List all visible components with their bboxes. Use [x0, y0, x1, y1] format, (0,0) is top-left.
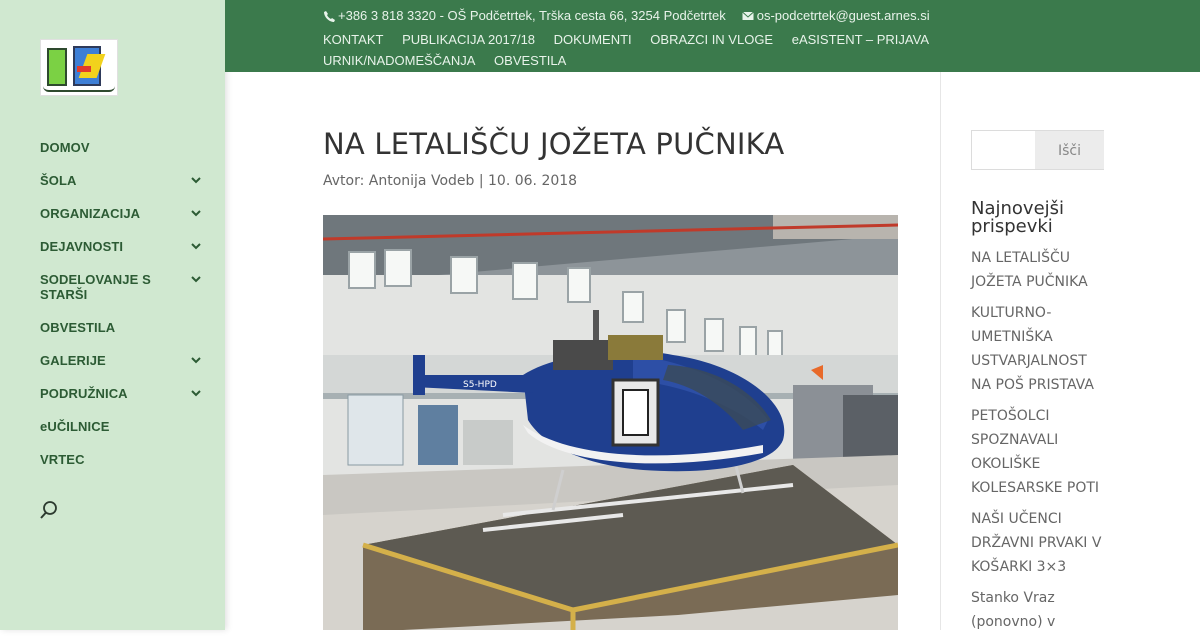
sidebar-item-label: ORGANIZACIJA: [40, 206, 141, 221]
logo-red-stripe: [77, 66, 91, 72]
sidebar-item-galerije[interactable]: [40, 352, 210, 385]
sidebar-item-vrtec[interactable]: [40, 451, 210, 484]
recent-post-link[interactable]: NAŠI UČENCI DRŽAVNI PRVAKI V KOŠARKI 3×3: [971, 511, 1102, 575]
chevron-down-icon[interactable]: [190, 174, 202, 186]
sidebar-item-organizacija[interactable]: [40, 205, 210, 238]
sidebar-divider: [940, 72, 941, 630]
sidebar-item-label: DEJAVNOSTI: [40, 239, 124, 254]
recent-post-link[interactable]: NA LETALIŠČU JOŽETA PUČNIKA: [971, 250, 1088, 290]
contact-phone-text: +386 3 818 3320 - OŠ Podčetrtek, Trška cesta 66, 3254 Podčetrtek: [338, 8, 726, 23]
sidebar-item-label: DOMOV: [40, 140, 90, 155]
sidebar-item-podruznica[interactable]: [40, 385, 210, 418]
helicopter-registration: S5-HPD: [463, 380, 497, 390]
chevron-down-icon[interactable]: [190, 387, 202, 399]
logo-book-left-page: [47, 48, 67, 86]
school-logo[interactable]: [40, 39, 118, 96]
contact-email[interactable]: [742, 8, 930, 23]
recent-post-link[interactable]: PETOŠOLCI SPOZNAVALI OKOLIŠKE KOLESARSKE POTI: [971, 408, 1100, 496]
sidebar-nav: [40, 139, 210, 484]
recent-posts-list: [971, 246, 1106, 641]
chevron-down-icon[interactable]: [190, 354, 202, 366]
envelope-icon: [742, 10, 754, 22]
sidebar-item-label: PODRUŽNICA: [40, 386, 128, 401]
contact-email-text: os-podcetrtek@guest.arnes.si: [756, 8, 930, 23]
top-nav-dokumenti[interactable]: DOKUMENTI: [553, 32, 632, 47]
sidebar-item-label: OBVESTILA: [40, 320, 116, 335]
sidebar-item-eucilnice[interactable]: [40, 418, 210, 451]
search-form: [971, 130, 1104, 170]
recent-post-link[interactable]: KULTURNO-UMETNIŠKA USTVARJALNOST NA POŠ PRISTAVA: [971, 305, 1094, 393]
recent-posts-title: Najnovejši prispevki: [971, 198, 1065, 237]
post-title: NA LETALIŠČU JOŽETA PUČNIKA: [323, 127, 785, 161]
search-icon[interactable]: [38, 499, 60, 521]
top-nav-publikacija[interactable]: PUBLIKACIJA 2017/18: [402, 32, 536, 47]
hangar-scene: [323, 215, 898, 630]
top-nav-obrazci[interactable]: OBRAZCI IN VLOGE: [650, 32, 774, 47]
top-nav-kontakt[interactable]: KONTAKT: [323, 32, 384, 47]
sidebar-item-sola[interactable]: [40, 172, 210, 205]
recent-post-link[interactable]: Stanko Vraz (ponovno) v: [971, 590, 1056, 630]
sidebar-item-obvestila[interactable]: [40, 319, 210, 352]
sidebar-item-label: eUČILNICE: [40, 419, 110, 434]
sidebar-item-domov[interactable]: [40, 139, 210, 172]
helicopter-photo: [323, 215, 898, 630]
top-nav-urnik[interactable]: URNIK/NADOMEŠČANJA: [323, 53, 476, 68]
sidebar-item-label: ŠOLA: [40, 173, 77, 188]
top-nav-easistent[interactable]: eASISTENT – PRIJAVA: [791, 32, 930, 47]
search-input[interactable]: [972, 131, 1034, 169]
post-meta: Avtor: Antonija Vodeb | 10. 06. 2018: [323, 173, 578, 189]
chevron-down-icon[interactable]: [190, 273, 202, 285]
sidebar-item-label: SODELOVANJE S STARŠI: [40, 272, 151, 302]
sidebar-item-label: VRTEC: [40, 452, 85, 467]
contact-info: [323, 8, 930, 23]
phone-icon: [323, 10, 335, 22]
top-nav: [323, 29, 1083, 71]
sidebar: [0, 0, 225, 630]
search-button[interactable]: Išči: [1035, 131, 1104, 169]
sidebar-item-label: GALERIJE: [40, 353, 106, 368]
top-header: [225, 0, 1200, 72]
chevron-down-icon[interactable]: [190, 207, 202, 219]
chevron-down-icon[interactable]: [190, 240, 202, 252]
top-nav-obvestila[interactable]: OBVESTILA: [494, 53, 567, 68]
sidebar-item-sodelovanje[interactable]: [40, 271, 210, 319]
sidebar-item-dejavnosti[interactable]: [40, 238, 210, 271]
logo-book-base: [43, 86, 115, 92]
